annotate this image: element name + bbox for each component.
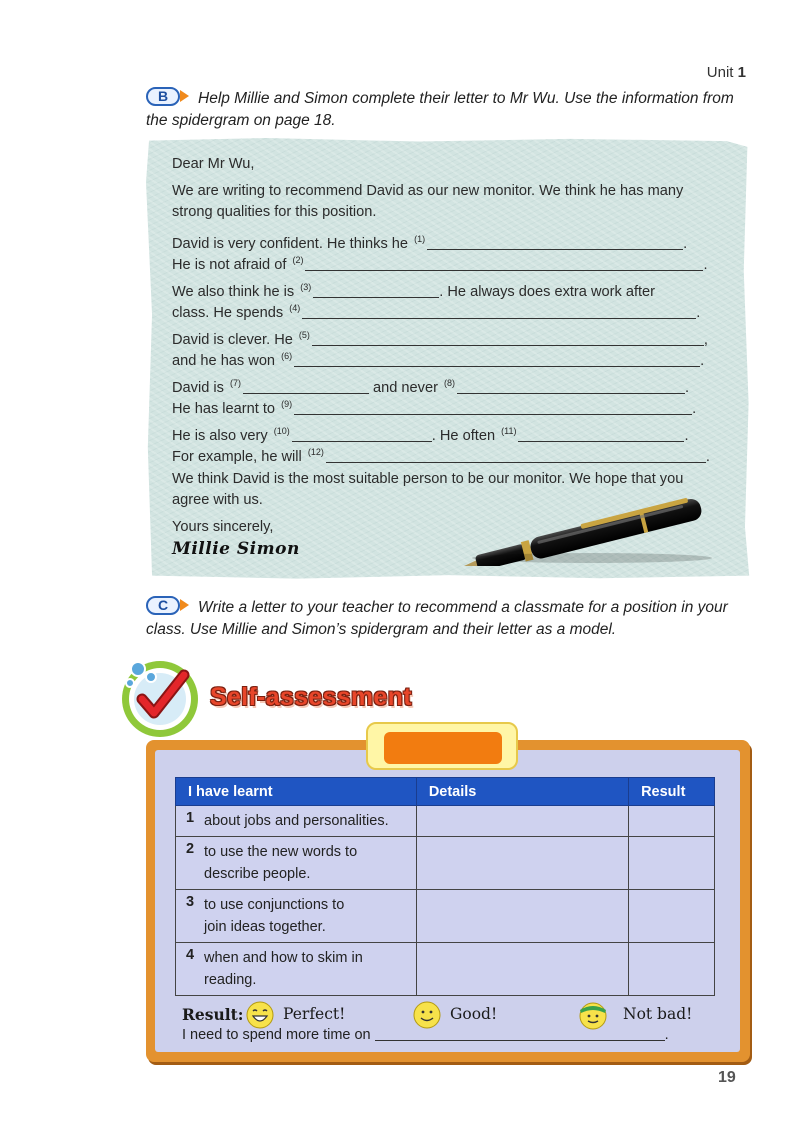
- result-cell[interactable]: [629, 837, 715, 890]
- arrow-icon: [180, 599, 189, 611]
- blank-4[interactable]: [302, 304, 696, 319]
- letter-closing-paragraph: We think David is the most suitable person to be our monitor. We hope that you agree with us.: [172, 471, 684, 508]
- table-row: 2 to use the new words to describe people.: [176, 837, 715, 890]
- details-cell[interactable]: [416, 943, 628, 996]
- blank-12[interactable]: [326, 448, 706, 463]
- task-b-badge: B: [146, 87, 192, 106]
- details-cell[interactable]: [416, 890, 628, 943]
- need-more-time-blank[interactable]: [375, 1026, 665, 1041]
- result-legend: Result: Perfect! Good! Not bad!: [182, 1002, 722, 1028]
- fountain-pen-icon: [432, 496, 732, 566]
- blank-7[interactable]: [243, 379, 369, 394]
- result-cell[interactable]: [629, 806, 715, 837]
- table-row: 3 to use conjunctions to join ideas together.: [176, 890, 715, 943]
- letter-greeting: Dear Mr Wu,: [172, 156, 255, 172]
- blank-1[interactable]: [427, 235, 683, 250]
- task-b-instruction: B Help Millie and Simon complete their letter to Mr Wu. Use the information from the spidergram on page 18.: [146, 88, 734, 129]
- table-row: 4 when and how to skim in reading.: [176, 943, 715, 996]
- blank-9[interactable]: [294, 400, 692, 415]
- checkmark-badge-icon: [118, 655, 202, 739]
- result-cell[interactable]: [629, 943, 715, 996]
- blank-2[interactable]: [305, 256, 703, 271]
- result-cell[interactable]: [629, 890, 715, 943]
- blank-3[interactable]: [313, 283, 439, 298]
- self-assessment-title: Self-assessment: [210, 683, 412, 711]
- header-details: Details: [416, 778, 628, 806]
- table-row: 1 about jobs and personalities.: [176, 806, 715, 837]
- header-i-have-learnt: I have learnt: [176, 778, 417, 806]
- letter-signature: Millie Simon: [172, 539, 300, 559]
- header-result: Result: [629, 778, 715, 806]
- arrow-icon: [180, 90, 189, 102]
- task-c-badge: C: [146, 596, 192, 615]
- blank-6[interactable]: [294, 352, 700, 367]
- task-c-instruction: C Write a letter to your teacher to recommend a classmate for a position in your class. Use Millie and Simon’s spidergram and their letter as a model.: [146, 597, 728, 638]
- blank-10[interactable]: [292, 427, 432, 442]
- letter-signoff: Yours sincerely,: [172, 519, 274, 535]
- blank-11[interactable]: [518, 427, 684, 442]
- blank-8[interactable]: [457, 379, 685, 394]
- letter-body: Dear Mr Wu, We are writing to recommend David as our new monitor. We think he has many strong qualities for this position. David is very confident. He thinks he $^{(1)}$ . He is not afraid of $^{(2)}$ . We also think he is $^{(3)}$ . He always does extra work after class. He spends $^{(4)}$ . David is clever. He $^{(5)}$ , and he has won $^{(6)}$ . David is $^{(7)}$ and never $^{(8)}$ . He has learnt to $^{(9)}$ . He is also very $^{(10)}$ . He often $^{(11)}$ . For example, he will $^{(12)}$ . We think David is the most suitable person to be our monitor. We hope that you agree with us. Yours sincerely,: [172, 154, 732, 544]
- need-more-time-line: I need to spend more time on .: [182, 1027, 669, 1043]
- details-cell[interactable]: [416, 837, 628, 890]
- page-number: 19: [718, 1069, 736, 1086]
- blank-5[interactable]: [312, 331, 704, 346]
- self-assessment-table: [175, 777, 715, 996]
- letter-intro: We are writing to recommend David as our new monitor. We think he has many strong qualities for this position.: [172, 183, 684, 220]
- details-cell[interactable]: [416, 806, 628, 837]
- unit-label: Unit 1: [706, 64, 746, 81]
- board-tab-inner: [384, 732, 502, 764]
